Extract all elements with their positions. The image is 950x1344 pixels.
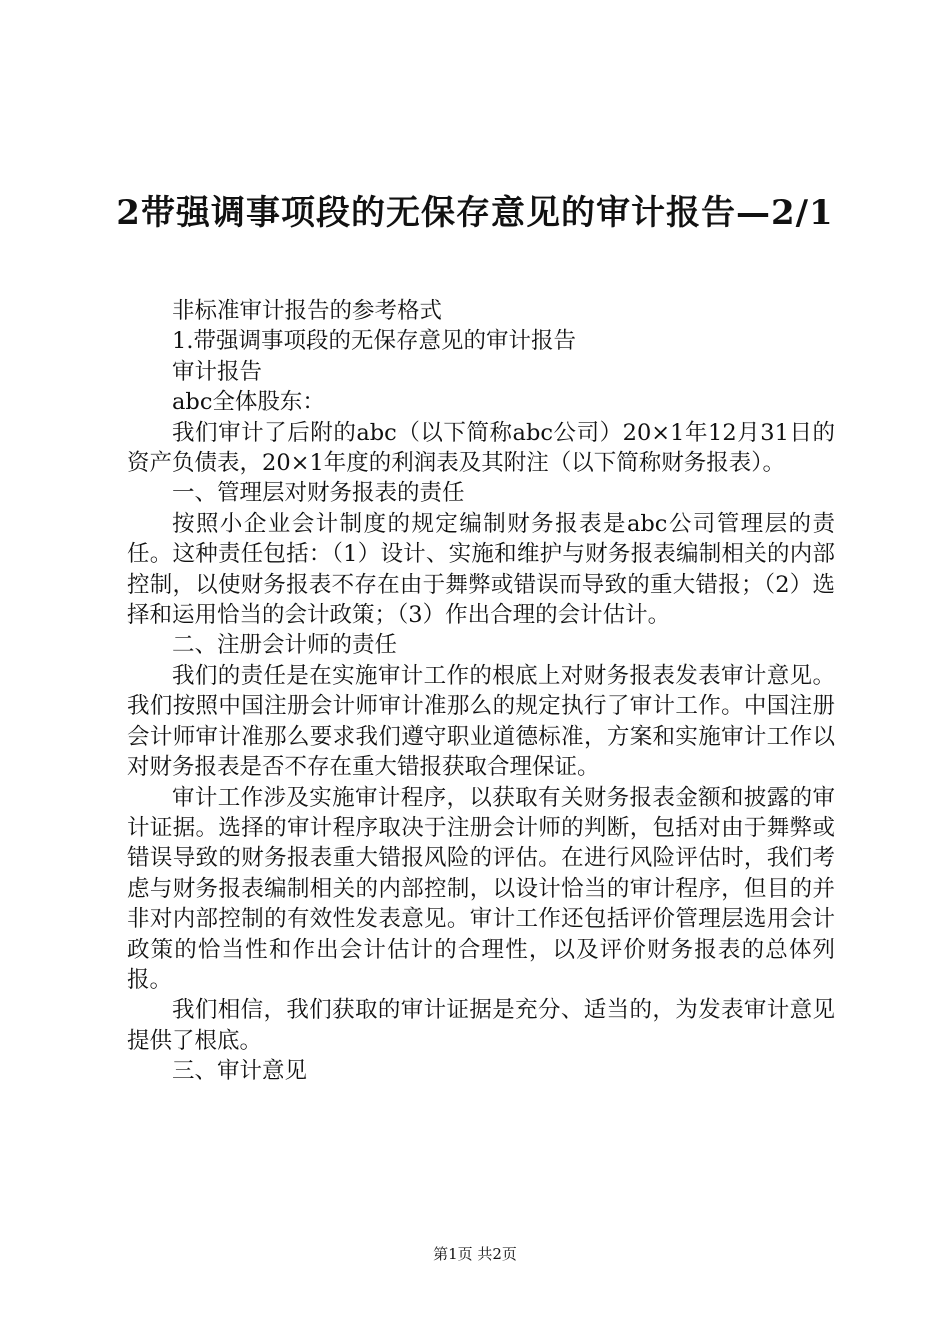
paragraph-audit-evidence: 我们相信，我们获取的审计证据是充分、适当的，为发表审计意见提供了根底。 <box>127 997 835 1054</box>
paragraph-addressee: abc全体股东： <box>172 389 325 416</box>
paragraph-intro: 我们审计了后附的abc（以下简称abc公司）20×1年12月31日的资产负债表，20×1年度的利润表及其附注（以下简称财务报表）。 <box>127 419 835 477</box>
paragraph-heading-management: 一、管理层对财务报表的责任 <box>172 480 465 507</box>
paragraph-heading-opinion: 三、审计意见 <box>172 1058 308 1085</box>
paragraph-management-responsibility: 按照小企业会计制度的规定编制财务报表是abc公司管理层的责任。这种责任包括：（1）设计、实施和维护与财务报表编制相关的内部控制，以使财务报表不存在由于舞弊或错误而导致的重大错报；（2）选择和运用恰当的会计政策；（3）作出合理的会计估计。 <box>127 510 835 629</box>
paragraph-audit-procedures: 审计工作涉及实施审计程序，以获取有关财务报表金额和披露的审计证据。选择的审计程序取决于注册会计师的判断，包括对由于舞弊或错误导致的财务报表重大错报风险的评估。在进行风险评估时，我们考虑与财务报表编制相关的内部控制，以设计恰当的审计程序，但目的并非对内部控制的有效性发表意见。审计工作还包括评价管理层选用会计政策的恰当性和作出会计估计的合理性，以及评价财务报表的总体列报。 <box>127 784 835 993</box>
paragraph-heading-auditor: 二、注册会计师的责任 <box>172 632 398 659</box>
paragraph-format-heading: 非标准审计报告的参考格式 <box>172 298 443 324</box>
paragraph-section-title: 1.带强调事项段的无保存意见的审计报告 <box>172 328 576 355</box>
paragraph-auditor-responsibility: 我们的责任是在实施审计工作的根底上对财务报表发表审计意见。我们按照中国注册会计师审计准那么的规定执行了审计工作。中国注册会计师审计准那么要求我们遵守职业道德标准，方案和实施审计工作以对财务报表是否不存在重大错报获取合理保证。 <box>127 662 835 781</box>
page-footer: 第1页 共2页 <box>433 1245 517 1263</box>
paragraph-report-heading: 审计报告 <box>172 358 263 385</box>
document-title: 2带强调事项段的无保存意见的审计报告—2/1 <box>116 193 834 233</box>
document-body <box>127 296 835 1087</box>
